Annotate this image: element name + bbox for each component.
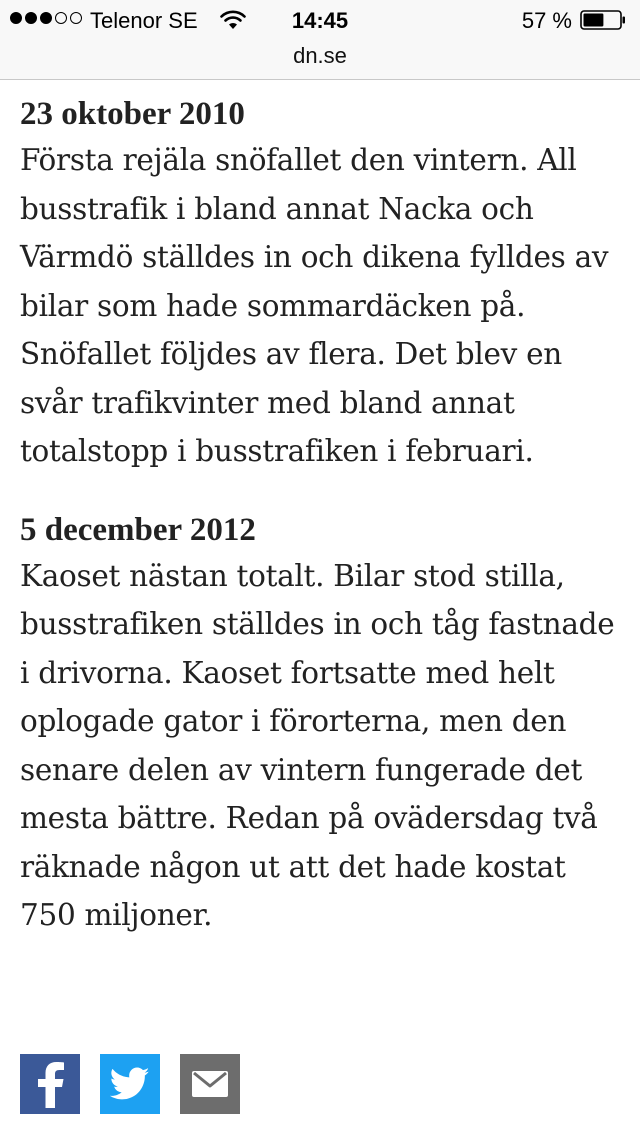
timeline-entry	[20, 92, 625, 476]
entry-date: 5 december 2012	[20, 511, 256, 548]
status-bar	[0, 0, 640, 40]
address-bar[interactable]	[0, 40, 640, 72]
facebook-share-button[interactable]	[20, 1054, 80, 1114]
battery-icon	[580, 10, 626, 30]
facebook-icon	[33, 1060, 67, 1108]
email-share-button[interactable]	[180, 1054, 240, 1114]
battery-percentage: 57 %	[521, 8, 572, 33]
url-domain: dn.se	[293, 43, 347, 68]
browser-top-bar	[0, 0, 640, 80]
twitter-icon	[110, 1067, 150, 1101]
carrier-name: Telenor SE	[90, 8, 198, 33]
entry-text: Kaoset nästan totalt. Bilar stod stilla, busstrafiken ställdes in och tåg fastnade i drivorna. Kaoset fortsatte med helt oplogade gator i förorterna, men den senare delen av vintern fungerade det mesta bättre. Redan på ovädersdag två räknade någon ut att det hade kostat 750 miljoner.	[20, 558, 615, 932]
mail-icon	[192, 1071, 228, 1097]
entry-text: Första rejäla snöfallet den vintern. All busstrafik i bland annat Nacka och Värmdö ställdes in och dikena fylldes av bilar som hade sommardäcken på. Snöfallet följdes av flera. Det blev en svår trafikvinter med bland annat totalstopp i busstrafiken i februari.	[20, 143, 609, 468]
share-buttons	[20, 1054, 240, 1114]
twitter-share-button[interactable]	[100, 1054, 160, 1114]
entry-date: 23 oktober 2010	[20, 96, 245, 132]
clock: 14:45	[291, 8, 349, 33]
timeline-entry	[20, 508, 625, 940]
article-body	[20, 92, 625, 972]
